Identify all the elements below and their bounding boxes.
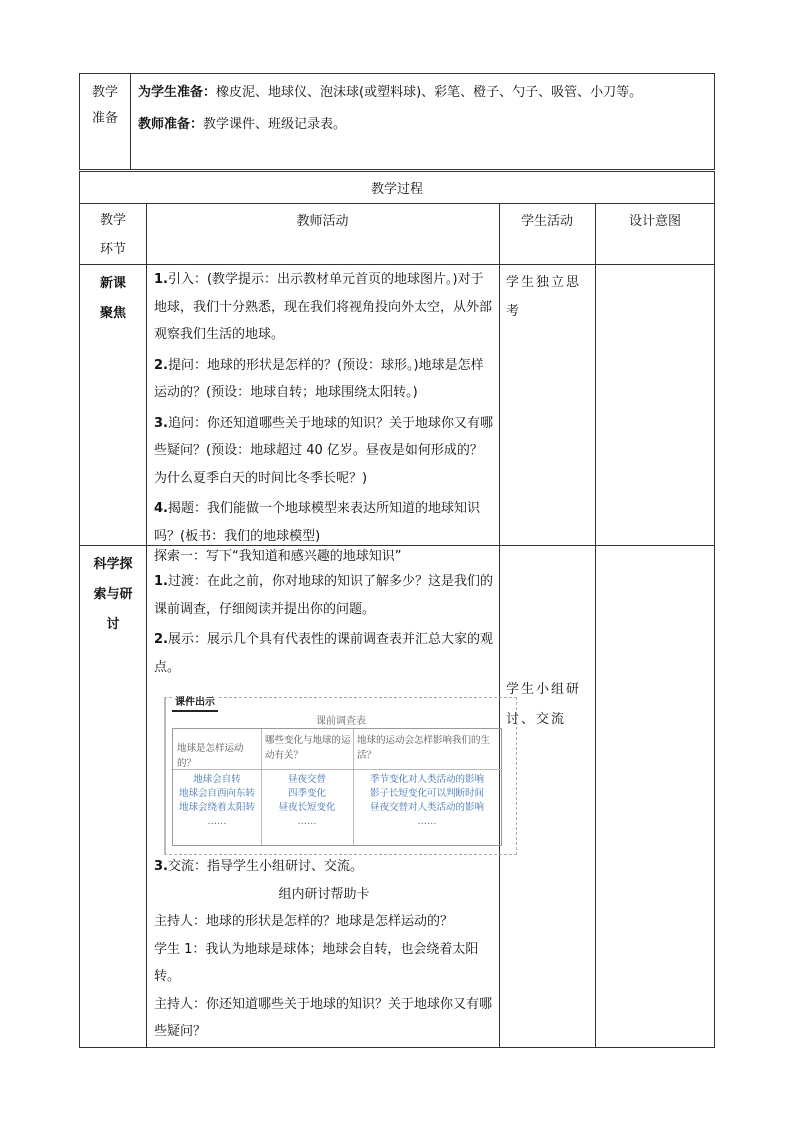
preparation-content: [138, 78, 708, 140]
table-rule: [499, 203, 500, 1047]
survey-answers: 昼夜交替 四季变化 昼夜长短变化 ……: [278, 774, 336, 827]
preparation-table: [79, 73, 715, 170]
survey-answers: 地球会自转 地球会自西向东转 地球会绕着太阳转 ……: [178, 774, 255, 827]
teacher-activity-1: [154, 266, 494, 550]
survey-question: 哪些变化与地球的运动有关？: [265, 735, 351, 761]
header-stage: 教学 环节: [99, 213, 126, 257]
table-rule: [80, 203, 714, 204]
header-student: 学生活动: [520, 214, 573, 229]
dialog-line: 主持人：你还知道哪些关于地球的知识？关于地球你又有哪些疑问？: [154, 996, 493, 1039]
help-card-title: 组内研讨帮助卡: [278, 886, 370, 902]
stage-explore: 科学探 索与研 讨: [93, 557, 133, 632]
survey-question: 地球是怎样运动的？: [177, 743, 244, 769]
activity-item: 3.追问：你还知道哪些关于地球的知识？关于地球你又有哪些疑问？(预设：地球超过 40 亿岁。昼夜是如何形成的？为什么夏季白天的时间比冬季长呢？): [154, 415, 493, 486]
activity-item: 2.提问：地球的形状是怎样的？(预设：球形。)地球是怎样运动的？(预设：地球自转；地球围绕太阳转。): [154, 357, 484, 400]
survey-question: 地球的运动会怎样影响我们的生活？: [357, 735, 491, 761]
header-intent: 设计意图: [628, 214, 681, 229]
teacher-activity-3: [154, 853, 494, 1046]
courseware-tag: 课件出示: [172, 696, 218, 712]
student-activity-2: 学生小组研讨、交流: [506, 682, 582, 727]
table-rule: [595, 203, 596, 1047]
dialog-line: 学生 1：我认为地球是球体；地球会自转，也会绕着太阳转。: [154, 941, 479, 984]
header-teacher: 教师活动: [296, 214, 349, 229]
stage-new-lesson: 新课 聚焦: [99, 276, 126, 321]
table-rule: [80, 264, 714, 265]
student-preparation: 为学生准备：橡皮泥、地球仪、泡沫球(或塑料球)、彩笔、橙子、勺子、吸管、小刀等。: [138, 85, 643, 100]
preparation-label: 教学 准备: [80, 74, 131, 169]
dialog-line: 主持人：地球的形状是怎样的？地球是怎样运动的？: [154, 914, 454, 929]
activity-item: 1.过渡：在此之前，你对地球的知识了解多少？这是我们的课前调查，仔细阅读并提出你的问题。: [154, 574, 493, 617]
activity-item: 2.展示：展示几个具有代表性的课前调查表并汇总大家的观点。: [154, 632, 493, 675]
table-rule: [146, 203, 147, 1047]
survey-answers: 季节变化对人类活动的影响 影子长短变化可以判断时间 昼夜交替对人类活动的影响 ……: [369, 774, 484, 827]
activity-item: 3.交流：指导学生小组研讨、交流。: [154, 859, 363, 874]
courseware-card: [164, 697, 517, 855]
explore-title: 探索一：写下“我知道和感兴趣的地球知识”: [154, 549, 402, 564]
teacher-preparation: 教师准备：教学课件、班级记录表。: [138, 117, 347, 132]
process-title: 教学过程: [370, 182, 423, 197]
survey-table: [172, 728, 502, 846]
survey-title: 课前调查表: [316, 716, 366, 727]
student-activity-1: 学生独立思考: [506, 275, 582, 319]
process-table: [79, 171, 715, 1048]
teacher-activity-2: [154, 546, 494, 681]
activity-item: 4.揭题：我们能做一个地球模型来表达所知道的地球知识吗？(板书：我们的地球模型): [154, 501, 480, 544]
activity-item: 1.引入：(教学提示：出示教材单元首页的地球图片。)对于地球，我们十分熟悉，现在我们将视角投向外太空，从外部观察我们生活的地球。: [154, 272, 493, 342]
